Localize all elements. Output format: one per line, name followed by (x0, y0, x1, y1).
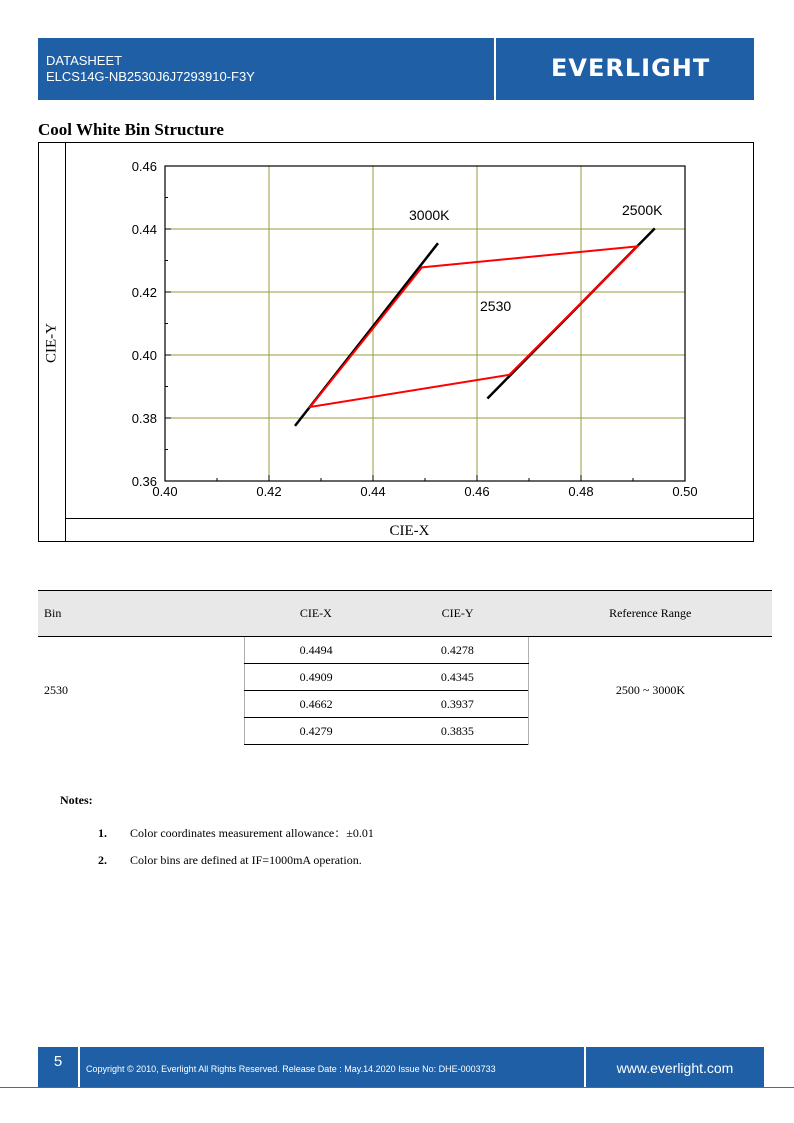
x-axis-label: CIE-X (389, 523, 430, 539)
header-cie-x: CIE-X (245, 591, 387, 637)
footer-divider (0, 1087, 794, 1088)
y-tick-label: 0.36 (131, 474, 157, 489)
note-number: 2. (98, 853, 107, 867)
bin-code: 2530 (44, 683, 68, 698)
note-text: Color coordinates measurement allowance：±0.01 (130, 826, 374, 840)
header-bin: Bin (38, 591, 245, 637)
x-tick-label: 0.46 (464, 484, 490, 499)
cie-y-value: 0.4278 (387, 637, 529, 664)
cie-x-value: 0.4662 (245, 691, 387, 718)
chart-annotation: 3000K (409, 207, 450, 223)
y-tick-label: 0.42 (131, 285, 157, 300)
header-cie-y: CIE-Y (387, 591, 529, 637)
page-footer (38, 1047, 764, 1087)
cie-y-value: 0.3937 (387, 691, 529, 718)
copyright-text: Copyright © 2010, Everlight All Rights Reserved. Release Date : May.14.2020 Issue No: DHE-0003733 (86, 1064, 496, 1074)
cie-x-value: 0.4279 (245, 718, 387, 745)
part-number: ELCS14G-NB2530J6J7293910-F3Y (46, 69, 255, 84)
chart-annotation: 2530 (480, 298, 512, 314)
y-tick-label: 0.40 (131, 348, 157, 363)
everlight-logo: EVERLIGHT (551, 54, 711, 82)
page-number: 5 (38, 1047, 78, 1087)
website-link[interactable]: www.everlight.com (586, 1047, 764, 1087)
chart-annotation: 2500K (622, 202, 663, 218)
y-tick-label: 0.38 (131, 411, 157, 426)
table-header-row (38, 591, 772, 637)
note-item (98, 824, 374, 841)
section-title: Cool White Bin Structure (38, 120, 224, 139)
copyright-box (80, 1047, 584, 1087)
cie-chart (39, 143, 755, 518)
bin-2530-boundary (310, 246, 638, 407)
cie-y-value: 0.4345 (387, 664, 529, 691)
cie-x-value: 0.4494 (245, 637, 387, 664)
cie-x-value: 0.4909 (245, 664, 387, 691)
doc-type-label: DATASHEET (46, 53, 123, 68)
y-tick-label: 0.44 (131, 222, 157, 237)
bin-table (38, 590, 772, 745)
cie-y-value: 0.3835 (387, 718, 529, 745)
notes-title: Notes: (60, 793, 93, 807)
x-tick-label: 0.48 (568, 484, 594, 499)
header-divider (494, 38, 496, 100)
x-tick-label: 0.42 (256, 484, 282, 499)
note-text: Color bins are defined at IF=1000mA operation. (130, 853, 362, 867)
reference-range: 2500 ~ 3000K (528, 637, 772, 745)
x-axis-label-cell (66, 518, 753, 541)
x-tick-label: 0.44 (360, 484, 386, 499)
note-item (98, 853, 362, 868)
table-row (38, 637, 772, 664)
header-reference-range: Reference Range (528, 591, 772, 637)
note-number: 1. (98, 826, 107, 840)
y-axis-label: CIE-Y (43, 323, 60, 363)
x-tick-label: 0.50 (672, 484, 698, 499)
chart-frame (38, 142, 754, 542)
page-header (38, 38, 754, 100)
y-tick-label: 0.46 (131, 159, 157, 174)
x-tick-label: 0.40 (152, 484, 178, 499)
